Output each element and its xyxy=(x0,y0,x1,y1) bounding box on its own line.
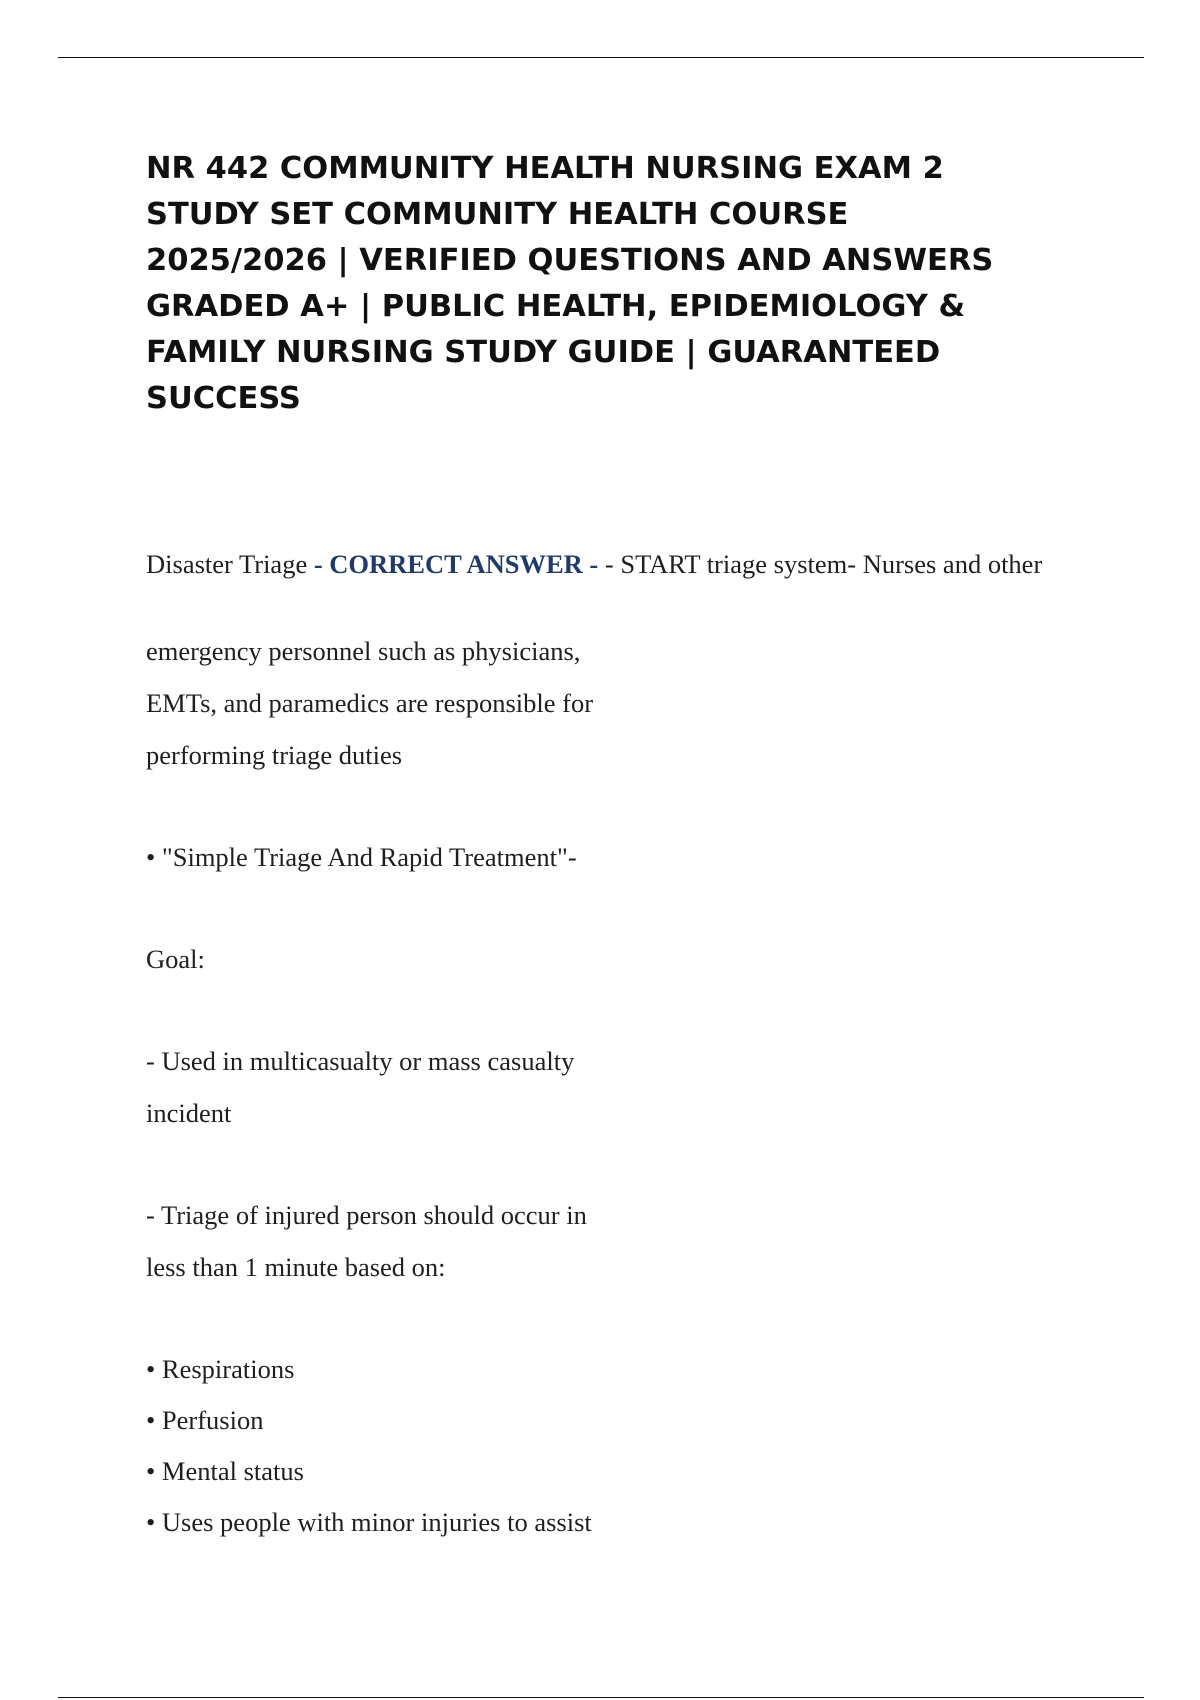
question-answer-line xyxy=(146,546,1066,582)
title-line-6: SUCCESS xyxy=(146,381,301,416)
title-line-5: FAMILY NURSING STUDY GUIDE | GUARANTEED xyxy=(146,335,941,370)
criteria-minor-injuries: • Uses people with minor injuries to assist xyxy=(146,1507,592,1537)
criteria-respirations: • Respirations xyxy=(146,1354,295,1384)
top-divider xyxy=(58,57,1144,58)
bottom-divider xyxy=(58,1697,1144,1698)
criteria-mental-status: • Mental status xyxy=(146,1456,304,1486)
criteria-perfusion: • Perfusion xyxy=(146,1405,264,1435)
title-line-4: GRADED A+ | PUBLIC HEALTH, EPIDEMIOLOGY & xyxy=(146,289,966,324)
goal-item-2-line-2: less than 1 minute based on: xyxy=(146,1252,446,1282)
start-acronym-bullet: • "Simple Triage And Rapid Treatment"- xyxy=(146,842,577,872)
goal-item-2-line-1: - Triage of injured person should occur in xyxy=(146,1200,587,1230)
title-line-2: STUDY SET COMMUNITY HEALTH COURSE xyxy=(146,197,849,232)
goal-item-1-line-2: incident xyxy=(146,1098,232,1128)
goal-label: Goal: xyxy=(146,944,205,974)
answer-line-3: performing triage duties xyxy=(146,740,403,770)
question-term: Disaster Triage xyxy=(146,549,308,579)
answer-line-1: emergency personnel such as physicians, xyxy=(146,636,581,666)
answer-text-start: - START triage system- Nurses and other xyxy=(598,549,1043,579)
title-line-1: NR 442 COMMUNITY HEALTH NURSING EXAM 2 xyxy=(146,151,944,186)
answer-line-2: EMTs, and paramedics are responsible for xyxy=(146,688,594,718)
title-line-3: 2025/2026 | VERIFIED QUESTIONS AND ANSWERS xyxy=(146,243,994,278)
correct-answer-label: CORRECT ANSWER - xyxy=(329,549,599,579)
separator-before-answer: - xyxy=(307,549,330,579)
goal-item-1-line-1: - Used in multicasualty or mass casualty xyxy=(146,1046,575,1076)
document-title xyxy=(146,146,1066,422)
